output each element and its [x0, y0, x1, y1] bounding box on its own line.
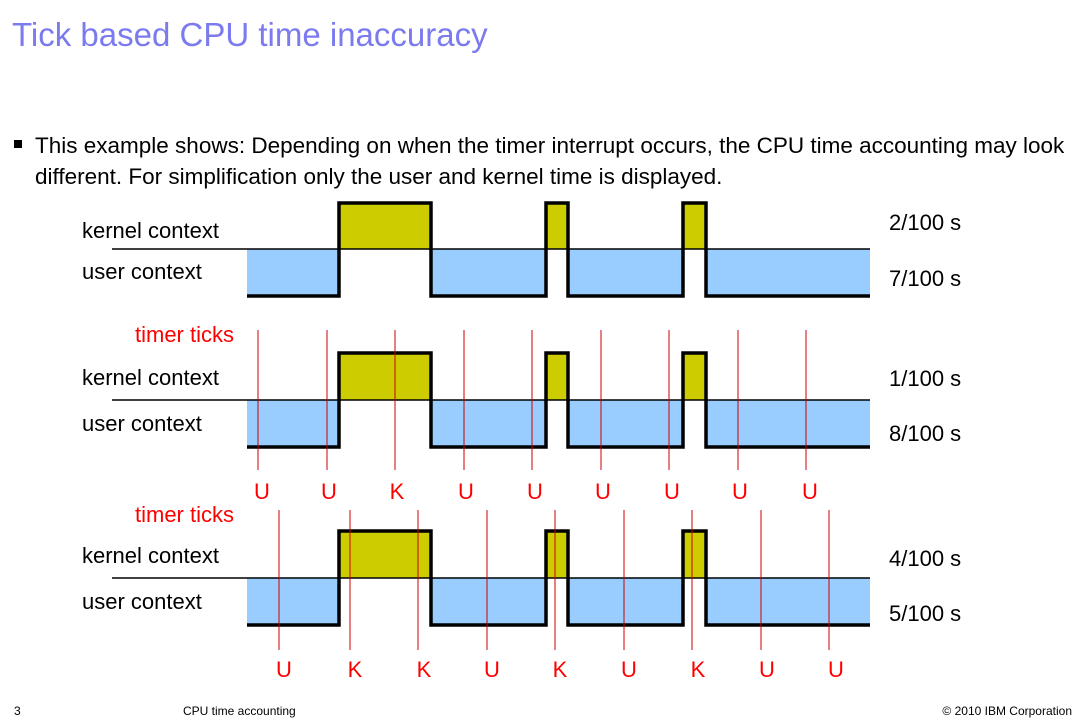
footer-topic: CPU time accounting [183, 704, 296, 718]
d1-kernel-block-2 [546, 203, 568, 249]
d2-timer-ticks-label: timer ticks [135, 322, 234, 347]
d1-user-block-2 [431, 249, 546, 296]
d1-user-time: 7/100 s [889, 266, 962, 291]
d2-user-time: 8/100 s [889, 421, 962, 446]
d3-user-time: 5/100 s [889, 601, 962, 626]
d1-user-context-label: user context [82, 259, 202, 284]
d3-tick-letter: K [690, 657, 706, 682]
footer-copyright: © 2010 IBM Corporation [942, 704, 1072, 718]
d3-user-block-1 [247, 578, 339, 625]
d3-tick-letter: K [347, 657, 363, 682]
d2-tick-letter: U [664, 479, 680, 504]
d3-tick-letter: U [828, 657, 844, 682]
diagram-3-signal [112, 531, 870, 625]
d3-tick-letter: U [276, 657, 292, 682]
d3-user-block-4 [706, 578, 870, 625]
d3-tick-letter: U [484, 657, 500, 682]
d2-user-block-4 [706, 400, 870, 447]
d3-kernel-block-3 [683, 531, 706, 578]
d1-kernel-context-label: kernel context [82, 218, 219, 243]
d2-tick-letter: U [254, 479, 270, 504]
d2-tick-letter: U [527, 479, 543, 504]
d3-user-context-label: user context [82, 589, 202, 614]
d1-user-block-3 [568, 249, 683, 296]
d3-tick-letter: U [621, 657, 637, 682]
d3-tick-letter: U [759, 657, 775, 682]
d2-user-block-3 [568, 400, 683, 447]
d1-kernel-block-3 [683, 203, 706, 249]
d2-tick-letter: U [802, 479, 818, 504]
d2-tick-letter: K [389, 479, 405, 504]
d3-timer-ticks-label: timer ticks [135, 502, 234, 527]
d2-user-context-label: user context [82, 411, 202, 436]
diagram-1-signal [112, 203, 870, 296]
d2-user-block-2 [431, 400, 546, 447]
diagram-2-signal [112, 353, 870, 447]
d2-kernel-context-label: kernel context [82, 365, 219, 390]
d3-kernel-block-1 [339, 531, 431, 578]
footer-page-number: 3 [14, 704, 21, 718]
bullet-text: This example shows: Depending on when the timer interrupt occurs, the CPU time accounting may look different. For simplification only the user and kernel time is displayed. [35, 133, 1065, 189]
d3-tick-letter: K [416, 657, 432, 682]
d1-kernel-time: 2/100 s [889, 210, 962, 235]
d2-tick-letter: U [321, 479, 337, 504]
d2-tick-letter: U [732, 479, 748, 504]
d3-user-block-3 [568, 578, 683, 625]
d1-user-block-1 [247, 249, 339, 296]
page-title: Tick based CPU time inaccuracy [12, 16, 488, 53]
d2-tick-letter: U [458, 479, 474, 504]
d2-kernel-block-1 [339, 353, 431, 400]
d3-kernel-block-2 [546, 531, 568, 578]
d2-kernel-block-3 [683, 353, 706, 400]
d2-tick-letter: U [595, 479, 611, 504]
d3-kernel-context-label: kernel context [82, 543, 219, 568]
d2-kernel-time: 1/100 s [889, 366, 962, 391]
d3-kernel-time: 4/100 s [889, 546, 962, 571]
d1-kernel-block-1 [339, 203, 431, 249]
d3-user-block-2 [431, 578, 546, 625]
d3-tick-letter: K [552, 657, 568, 682]
d2-kernel-block-2 [546, 353, 568, 400]
d1-user-block-4 [706, 249, 870, 296]
d2-user-block-1 [247, 400, 339, 447]
